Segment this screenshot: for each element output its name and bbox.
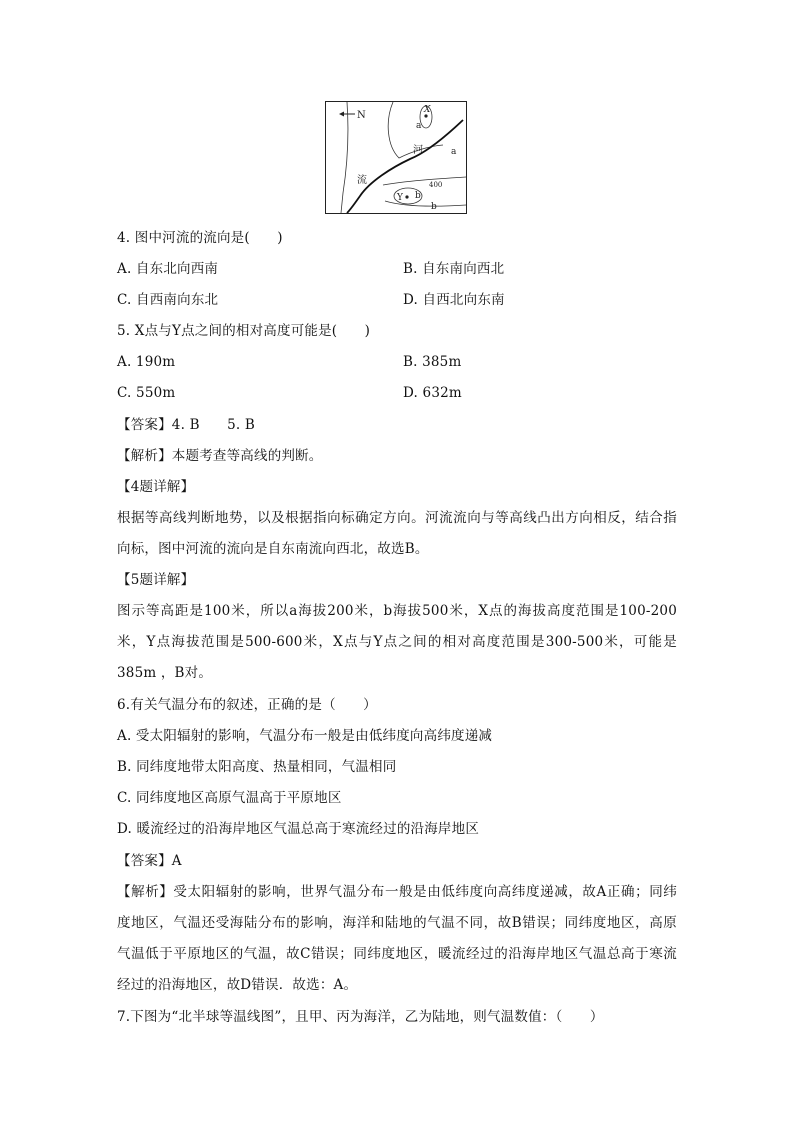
q4-detail-heading: 【4题详解】 [117,479,195,495]
contour-a-top-label: a [416,121,422,131]
contour-400-label: 400 [429,181,443,189]
q5-option-a[interactable]: A. 190m [117,354,176,370]
north-label: N [357,110,366,121]
q6-option-d[interactable]: D. 暖流经过的沿海岸地区气温总高于寒流经过的沿海岸地区 [117,821,480,837]
q4-option-b[interactable]: B. 自东南向西北 [403,261,505,277]
contour-a-right-label: a [451,147,457,157]
q5-detail-line-1: 图示等高距是100米，所以a海拔200米，b海拔500米，X点的海拔高度范围是100-200 [117,603,677,619]
q5-detail-heading: 【5题详解】 [117,572,195,588]
q5-detail-line-3: 385m ，B对。 [117,665,213,681]
q5-option-d[interactable]: D. 632m [403,385,462,401]
q6-option-c[interactable]: C. 同纬度地区高原气温高于平原地区 [117,790,342,806]
q4-option-c[interactable]: C. 自西南向东北 [117,292,219,308]
analysis-6-line-4: 经过的沿海地区，故D错误．故选：A。 [117,977,358,993]
answer-6: 【答案】A [117,853,182,869]
river-char-liu: 流 [357,175,367,186]
q4-option-a[interactable]: A. 自东北向西南 [117,261,219,277]
contour-map-figure [325,101,467,214]
q6-option-b[interactable]: B. 同纬度地带太阳高度、热量相同，气温相同 [117,759,397,775]
river-char-he: 河 [413,145,423,156]
q6-option-a[interactable]: A. 受太阳辐射的影响，气温分布一般是由低纬度向高纬度递减 [117,728,493,744]
point-x-label: X [424,105,431,115]
point-y-label: Y [397,193,403,203]
q7-stem: 7.下图为“北半球等温线图”，且甲、丙为海洋，乙为陆地，则气温数值：（ ） [117,1009,604,1025]
q5-detail-line-2: 米，Y点海拔范围是500-600米，X点与Y点之间的相对高度范围是300-500米，可能是 [117,634,677,650]
point-y-marker [405,195,408,198]
analysis-6-line-2: 度地区，气温还受海陆分布的影响，海洋和陆地的气温不同，故B错误；同纬度地区，高原 [117,915,677,931]
q5-stem: 5. X点与Y点之间的相对高度可能是( ) [117,323,371,339]
q5-option-c[interactable]: C. 550m [117,385,176,401]
contour-b-mid-label: b [415,191,421,201]
q6-stem: 6.有关气温分布的叙述，正确的是（ ） [117,697,377,713]
contour-map-svg [325,101,467,214]
analysis-6-line-1: 【解析】受太阳辐射的影响，世界气温分布一般是由低纬度向高纬度递减，故A正确；同纬 [117,884,677,900]
analysis-6-line-3: 气温低于平原地区的气温，故C错误；同纬度地区，暖流经过的沿海岸地区气温总高于寒流 [117,946,677,962]
q4-option-d[interactable]: D. 自西北向东南 [403,292,505,308]
q4-detail-line-2: 向标，图中河流的流向是自东南流向西北，故选B。 [117,541,429,557]
contour-b-bottom-label: b [431,202,437,212]
analysis-4-5: 【解析】本题考查等高线的判断。 [117,448,323,464]
q5-option-b[interactable]: B. 385m [403,354,462,370]
q4-detail-line-1: 根据等高线判断地势，以及根据指向标确定方向。河流流向与等高线凸出方向相反，结合指 [117,510,677,526]
q4-stem: 4. 图中河流的流向是( ) [117,230,283,246]
answer-4-5: 【答案】4. B 5. B [117,417,255,433]
